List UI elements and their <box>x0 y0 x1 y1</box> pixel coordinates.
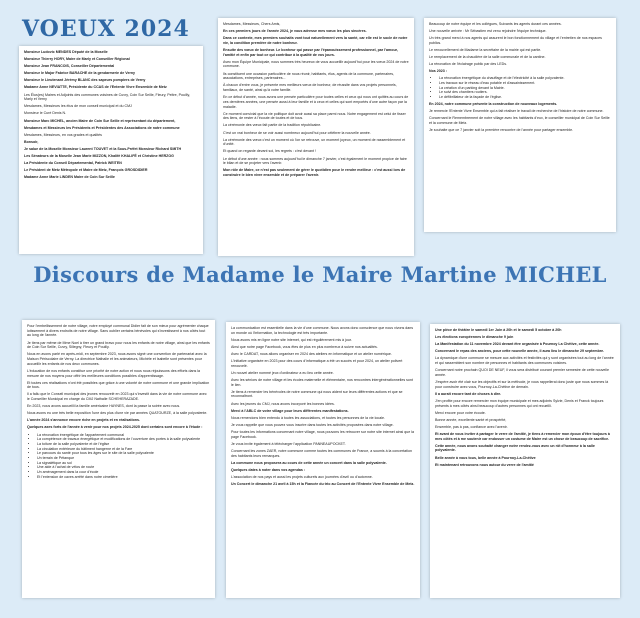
title-discours: Discours de Madame le Maire Martine MICHEL <box>33 262 607 287</box>
paragraph: En ces premiers jours de l'année 2024, je vous adresse mes vœux les plus sincères. <box>223 29 367 34</box>
document-page-3 <box>424 18 616 232</box>
list-item: • La création d'un parking devant la Mairie. <box>439 86 611 91</box>
paragraph: Je souhaite que ce 7 janvier soit la première rencontre de l'année pour partager ensemble. <box>429 128 574 133</box>
paragraph: Je vous invite également à télécharger l'application PANNEAUPOCKET. <box>231 441 346 446</box>
paragraph: Monsieur le Major Fabrice BARACHE de la gendarmerie de Verny <box>24 71 136 76</box>
paragraph: Madame Anne Marie LINDEN Maire de Coin Sur Seille <box>24 175 115 180</box>
paragraph: L'éducation de nos enfants constitue une priorité de notre action et nous nous réjouissons des efforts dans la mesure de nos moyens pour offrir les meilleures conditions possibles d'apprentissage. <box>27 368 201 378</box>
bullet-list <box>429 76 611 100</box>
list-item: • Un terrain de Pétanque <box>37 456 210 461</box>
paragraph: Nous remercions bien entendu à toutes les associations, et toutes les personnes de la vie locale. <box>231 415 386 420</box>
paragraph: Nous en avons parlé en après-midi, en septembre 2023, nous avons signé une convention de partenariat avec la Maison Périscolaire de Verny. La directrice Nathalie et les animateurs, Michèle et Isabelle sont présentes pour accueillir les enfants de nos deux communes. <box>27 352 207 366</box>
paragraph: Le début d'une année : nous sommes aujourd'hui le dimanche 7 janvier, c'est également le moment propice de faire le bilan et de se projeter vers l'avenir. <box>223 156 407 166</box>
paragraph: La cérémonie des vœux c'est un moment où l'on se retrouve, un moment joyeux, un moment de rassemblement et d'unité. <box>223 137 406 147</box>
paragraph: Concernant les zones ZAER, notre commune comme toutes les communes de France, a soumis à la concertation des habitants leurs remarques. <box>231 448 412 458</box>
paragraph: L'année 2024 s'annonce encore riche en projets et en réalisations. <box>27 418 140 423</box>
paragraph: Mesdames, Messieurs, en vos grades et qualités <box>24 132 102 137</box>
paragraph: En 2024, notre commune présente la construction de nouveaux logements. <box>429 102 558 107</box>
paragraph: Un très grand merci à nos agents qui assurent le bon fonctionnement du village et l'entretien de nos espaces publics. <box>429 36 602 45</box>
paragraph: La commune nous proposera au cours de cette année un concert dans la salle polyvalente. <box>231 460 387 465</box>
paragraph: Je tiens par même de Mme Noel à tirer un grand bravo pour nous les enfants de notre village, ainsi que les enfants de Coin Sur Seille, Cuvry, Sillegny, Fleury et Pouilly. <box>27 340 210 350</box>
paragraph: Madame Anne NEVIATTE, Présidente du CCAS de l'Entente Vivre Ensemble de Metz <box>24 85 167 90</box>
list-item: • Un aménagement dans la cour d'école <box>37 470 210 475</box>
paragraph: Il a aurait encore tant de choses à dire. <box>435 391 502 396</box>
paragraph: Monsieur Ludovic MENDES Député de la Moselle <box>24 50 108 54</box>
paragraph: Monsieur Marc MICHEL, ancien Maire de Coin Sur Seille et représentant du département, <box>24 118 176 123</box>
paragraph: La Manifestation du 11 novembre 2024 devant être organisée à Pournoy La Chétive, cette année. <box>435 342 600 347</box>
paragraph: Cette année, nous avons souhaité changer notre rendez-vous avec un rôt d'honneur à la salle polyvalente. <box>435 443 595 453</box>
paragraph: Ils constituent une occasion particulière de nous réunir, habitants, élus, agents de la commune, partenaires, associations, entreprises, partenaires... <box>223 71 395 81</box>
paragraph: L'association de nos pays et aussi les projets culturels aux journées d'avril ou d'automne. <box>231 474 373 479</box>
paragraph: Les élections européennes le dimanche 9 juin <box>435 335 514 340</box>
paragraph: Dans ce contexte, mes premiers souhaits vont tout naturellement vers la santé, car elle est le socle de notre vie, la condition première de notre bonheur. <box>223 36 408 45</box>
paragraph: J'en profite pour encore remercier mon équipe municipale et mes adjoints Sylvie, Denis et Franck toujours présents à mes côtés ainsi beaucoup d'autres personnes qui ont recueilli. <box>435 398 604 408</box>
paragraph: Je vous rappelle que vous pouvez vous inscrire dans toutes les activités proposées dans notre village. <box>231 422 394 427</box>
paragraph: Le renouvellement de Madame la secrétaire de la mairie qui est partie. <box>429 47 542 52</box>
paragraph: Concernant le repas des anciens, pour cette nouvelle année, il aura lieu le dimanche 29 septembre. <box>435 349 605 354</box>
paragraph: Je salue de la Moselle Monsieur Laurent TOUVET et la Sous-Préfet Monsieur Richard SMITH <box>24 146 182 151</box>
paragraph: Il a fallu que le Conseil municipal des jeunes renouvelé en 2023 qui s'investit dans la vie de notre commune avec le Conseiller Municipal en charge du CMJ Nathalie SCHEHERAZADE. <box>27 392 207 402</box>
paragraph: Mesdames et Messieurs les Présidents et Présidentes des Associations de notre commune <box>24 125 180 130</box>
paragraph: Ensuite des vœux de bonheur. Le bonheur qui passe par l'épanouissement professionnel, par l'amour, l'amitié et enfin par tout ce qui contribue à la qualité de vos jours. <box>223 47 398 57</box>
paragraph: La Présidente du Conseil Départemental, Patrick WEITEN <box>24 161 122 166</box>
paragraph: Mesdames, Messieurs, Chers Amis, <box>223 22 281 26</box>
paragraph: Ce moment convivial que la vie politique doit avoir aussi sa place parmi nous. Notre engagement est celui de tisser des liens, de rester à l'écoute de toutes et de tous. <box>223 111 406 121</box>
paragraph: Belle année à vous tous, belle année à Pournoy-La-Chétive <box>435 455 536 460</box>
paragraph: En ce début d'année, nous avons une pensée particulière pour toutes celles et ceux qui nous ont quittés au cours de ces dernières années, une pensée aussi à leur famille et à ceux et celles qui sont emportés d'une autre façon par la maladie. <box>223 95 409 109</box>
list-item: • Le suivi des chantiers routiers. <box>439 90 611 95</box>
paragraph: Mon rôle de Maire, ce n'est pas seulement de gérer le quotidien pour le rendre meilleur : c'est aussi lors de construire le bien vivre ensemble et de préparer l'avenir. <box>223 168 406 178</box>
document-page-1 <box>19 46 203 254</box>
paragraph: Les Sénateurs de la Moselle Jean Marie MIZZON, Khalifé KHALIFÉ et Christine HERZOG <box>24 154 174 159</box>
paragraph: Ainsi que notre page Facebook, vous êtes de plus en plus nombreux à suivre nos actualités. <box>231 344 378 349</box>
paragraph: Et maintenant retrouvons nous autour du verre de l'amitié <box>435 462 534 467</box>
paragraph: Concernant notre prochain QUOI DE NEUF, il vous sera distribué courant premier semestre de cette nouvelle année. <box>435 368 609 377</box>
paragraph: La rénovation de l'éclairage public par des LEDs. <box>429 62 507 67</box>
paragraph: Monsieur Jean FRANCOIS, Conseiller Départemental <box>24 64 115 69</box>
bullet-list <box>27 433 210 480</box>
document-page-4 <box>22 320 215 598</box>
list-item: • Le défibrillateur de la façade de l'église. <box>439 95 611 100</box>
paragraph: Le Président de Metz Métropole et Maire de Metz, François GROSDIDIER <box>24 168 148 173</box>
document-page-6 <box>430 324 620 598</box>
paragraph: Ensemble, pas à pas, confiance avec l'avenir. <box>435 424 508 429</box>
list-item: • La toiture de la salle polyvalente et de l'église <box>37 442 210 447</box>
list-item: • Les travaux sur le réseau d'eau potable et d'assainissement. <box>439 81 611 86</box>
paragraph: Bonne année, excellente santé et prospérité, <box>435 417 507 422</box>
paragraph: Bonsoir, <box>24 139 39 144</box>
paragraph: Un Concert le dimanche 21 avril à 15h et la Fiancée du trio au Concert de l'Entente Vivre Ensemble de Metz. <box>231 481 415 486</box>
paragraph: Monsieur le Lieutenant Jérémy BLANC des sapeurs pompiers de Verny <box>24 78 146 83</box>
paragraph: Avec mon Équipe Municipale, nous sommes très heureux de vous accueillir aujourd'hui pour les vœux 2024 de notre commune. <box>223 59 409 69</box>
paragraph: Monsieur le Curé Denis N. <box>24 111 67 116</box>
list-item: • La compétence de travaux énergétique et modifications de l'ouverture des portes à la salle polyvalente <box>37 437 210 442</box>
paragraph: Avec le CARDAT, nous allons organiser en 2024 des ateliers en informatique et un atelier numérique. <box>231 351 392 356</box>
paragraph: Et avant de vous inviter à partager le verre de l'amitié, je tiens à remercier mon époux d'être toujours à mes côtés et à me soutenir car endosser un costume de Maire est un chose de beaucoup de sacrifice. <box>435 431 610 441</box>
paragraph: Avec les séniors de notre village et les écoles maternelle et élémentaire, nos rencontres intergénérationnelles sont le lien. <box>231 377 413 387</box>
paragraph: Monsieur Thierry HORY, Maire de Marly et Conseiller Régional <box>24 57 130 62</box>
title-voeux: VOEUX 2024 <box>22 16 190 42</box>
paragraph: Mesdames, Messieurs les élus de mon conseil municipal et du CMJ <box>24 104 132 109</box>
paragraph: J'espère avoir été clair sur les objectifs et sur la méthode, je vous rappellerai donc juste que nous sommes là pour construire avec vous, Pournoy-La-Chétive de demain. <box>435 379 609 389</box>
paragraph: La cérémonie des vœux fait partie de la tradition républicaine. <box>223 123 322 128</box>
paragraph: L'initiative organisée en 2023 pour des cours d'informatique a été un succès et pour 2024, un atelier polivert renouvelé. <box>231 359 403 368</box>
list-item: • Le parcours du santé pour tous les âges sur le site de la salle polyvalente <box>37 451 210 456</box>
paragraph: Nos 2023 : <box>429 69 447 74</box>
paragraph: Merci à l'ABLC de votre village pour leurs différentes manifestations. <box>231 408 349 413</box>
list-item: • Une aide à l'achat de vélos de route <box>37 465 210 470</box>
list-item: • La rénovation énergétique de l'appartement communal <box>37 433 210 438</box>
paragraph: Une nouvelle arrivée : Mr Sébastien est venu rejoindre l'équipe technique. <box>429 29 547 34</box>
paragraph: Je tiens à remercier les bénévoles de notre commune qui nous aident sur leurs différentes actions et que se reconnaîtront. <box>231 389 403 399</box>
list-item: • La circulation extérieure du bâtiment hangerne et de la Fare <box>37 447 210 452</box>
paragraph: Un nouvel atelier nommé jeux d'ordinateur a eu lieu cette année. <box>231 370 334 375</box>
paragraph: Les Élus(es) Maires et Adjoints des communes voisines de Cuvry, Coin Sur Seille, Fleury, Peltre, Pouilly, Marly et Verny <box>24 92 190 102</box>
document-page-2 <box>218 18 414 256</box>
paragraph: La dynamique d'une commune se mesure aux activités et festivités qui y sont organisées tout au long de l'année et qui rassemblent son nombre de personnes et habitants des communes voisines. <box>435 356 614 366</box>
paragraph: Et quand on regarde devant soi, les regrets : c'est devant ! <box>223 149 316 154</box>
list-item: • La signalétique au sol <box>37 461 210 466</box>
paragraph: Quelques axes forts de l'année à venir pour nos projets 2024-2025 dont certains sont encore à l'étude : <box>27 425 203 430</box>
paragraph: Pour toutes les informations concernant notre village, nous pouvons les retrouver sur notre site internet ainsi que la page Facebook. <box>231 429 414 439</box>
list-item: • Et l'extension de caves arrêté dans notre cimetière <box>37 475 210 480</box>
paragraph: Nous avons mis en ligne notre site internet, qui est régulièrement mis à jour. <box>231 337 352 342</box>
paragraph: Le remplacement de la chaudière de la salle communale et de la cantine. <box>429 55 546 60</box>
list-item: • La rénovation énergétique du chauffage et de l'électricité à la salle polyvalente. <box>439 76 611 81</box>
paragraph: Je remercie l'Entente Vivre Ensemble qui a fait réaliser le travail de recherche de l'histoire de notre commune. <box>429 109 604 114</box>
paragraph: La communication est essentielle dans la vie d'une commune. Nous avons donc conscience que nous vivons dans un monde où l'information, la technologie est très importante. <box>231 326 414 335</box>
paragraph: Nous avons eu une très belle exposition l'une des plus d'une vie par années QUATOURZE, à la salle polyvalente. <box>27 411 208 416</box>
paragraph: Et toutes ces réalisations n'ont été possibles que grâce à une volonté de notre commune et une grande implication de tous. <box>27 380 210 390</box>
paragraph: Pour l'embellissement de notre village, notre employé communal Didier fait de son mieux pour agrémenter chaque lotissement à divers endroits de notre village. Sans oublier certains bénévoles qui s'investissent à nos côtés tout au long de l'année. <box>27 324 209 338</box>
paragraph: Beaucoup de notre équipe et les collègues, Suivants les agents durant ces années. <box>429 22 562 26</box>
paragraph: Avec les jeunes du CMJ, nous avons incorporé les bonnes idées. <box>231 401 335 406</box>
paragraph: À chacun d'entre vous, je présente mes meilleurs vœux de bonheur, de réussite dans vos projets personnels, familiaux, de santé, ainsi qu'à votre famille. <box>223 83 397 93</box>
paragraph: Merci encore pour votre écoute. <box>435 410 486 415</box>
paragraph: En 2023, nous avons accueilli la famille américaine HAYNES, dont la passe la soirée avec nous. <box>27 404 181 409</box>
paragraph: Concernant le Remembrement de notre village avec les habitants d'eux, le conseiller municipal de Coin Sur Seille et la commune de Metz. <box>429 116 610 126</box>
paragraph: Quelques dates à noter dans vos agendas : <box>231 467 306 472</box>
paragraph: Une pièce de théâtre le samedi 1er Juin à 20h et le samedi 5 octobre à 20h <box>435 328 562 332</box>
paragraph: C'est un vrai bonheur de se voir aussi nombreux aujourd'hui pour célébrer la nouvelle année. <box>223 130 371 135</box>
document-page-5 <box>226 322 420 598</box>
